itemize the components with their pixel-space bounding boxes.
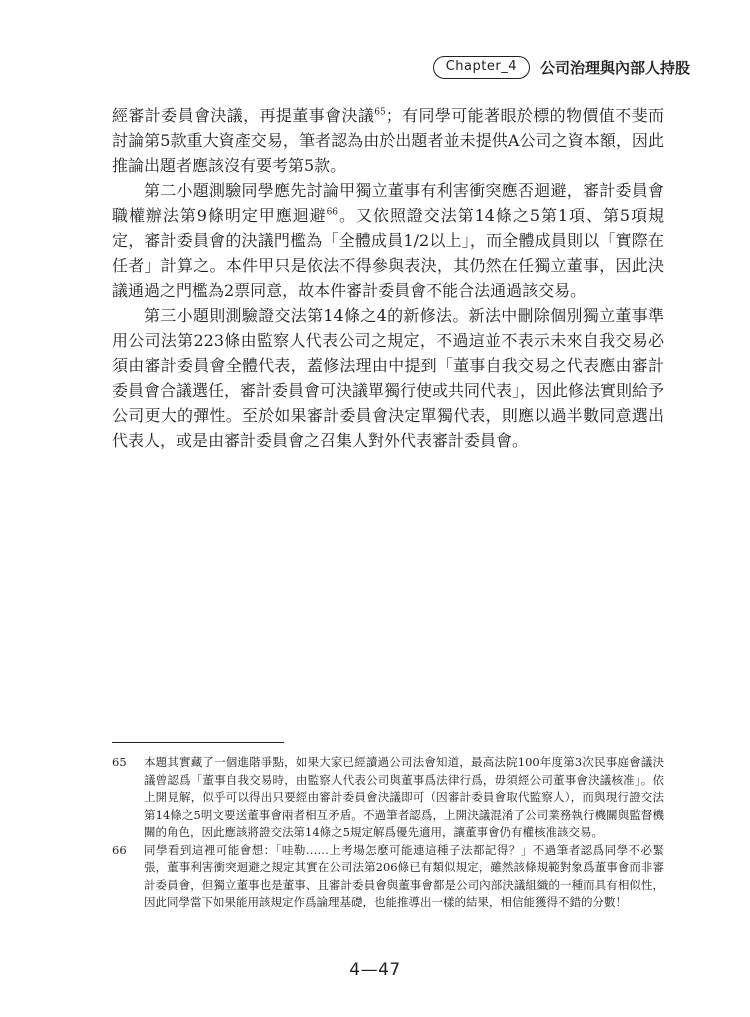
footnote-ref-65: 65 [374,107,386,118]
paragraph-2: 第二小題測驗同學應先討論甲獨立董事有利害衝突應否迴避，審計委員會職權辦法第9條明定甲應迴避$^{66}$。又依照證交法第14條之5第1項、第5項規定，審計委員會的決議門檻為「全體成員1/2以上」，而全體成員則以「實際在任者」計算之。本件甲只是依法不得參與表決，其仍然在任獨立董事，因此決議通過之門檻為2票同意，故本件審計委員會不能合法通過該交易。 [112,181,664,300]
footnote-text: 同學看到這裡可能會想：「哇勒……上考場怎麼可能連這種子法都記得？」不過筆者認爲同學不必緊張，董事利害衝突迴避之規定其實在公司法第206條已有類似規定，雖然該條規範對象爲董事會而非審計委員會，但獨立董事也是董事、且審計委員會與董事會都是公司內部決議組織的一種而具有相似性，因此同學當下如果能用該規定作爲論理基礎，也能推導出一樣的結果，相信能獲得不錯的分數！ [144,842,664,909]
footnote-66 [112,842,664,912]
running-header [433,56,690,79]
chapter-label: Chapter_4 [433,56,530,79]
body-text [112,103,664,453]
paragraph-3: 第三小題則測驗證交法第14條之4的新修法。新法中刪除個別獨立董事準用公司法第223條由監察人代表公司之規定，不過這並不表示未來自我交易必須由審計委員會全體代表，蓋修法理由中提到「董事自我交易之代表應由審計委員會合議選任，審計委員會可決議單獨行使或共同代表」，因此修法實則給予公司更大的彈性。至於如果審計委員會決定單獨代表，則應以過半數同意選出代表人，或是由審計委員會之召集人對外代表審計委員會。 [112,306,665,450]
footnote-number: 66 [112,842,127,857]
page-number: 4—47 [349,960,401,980]
footnote-number: 65 [112,755,127,769]
footnote-text: 本題其實藏了一個進階爭點，如果大家已經讀過公司法會知道，最高法院100年度第3次民事庭會議決議曾認爲「董事自我交易時，由監察人代表公司與董事爲法律行爲，毋須經公司董事會決議核准」。依上開見解，似乎可以得出只要經由審計委員會決議即可（因審計委員會取代監察人），而與現行證交法第14條之5明文要送董事會兩者相互矛盾。不過筆者認爲，上開決議混淆了公司業務執行機關與監督機關的角色，因此應該將證交法第14條之5規定解爲優先適用，讓董事會仍有權核准該交易。 [144,755,664,839]
footnote-ref-66: 66 [326,207,339,218]
footnote-divider [112,742,284,743]
footnote-65 [112,754,664,842]
footnotes [112,754,664,912]
chapter-title: 公司治理與內部人持股 [539,58,690,77]
paragraph-1: 經審計委員會決議，再提董事會決議$^{65}$；有同學可能著眼於標的物價值不斐而討論第5款重大資產交易，筆者認為由於出題者並未提供A公司之資本額，因此推論出題者應該沒有要考第5款。 [112,106,664,175]
